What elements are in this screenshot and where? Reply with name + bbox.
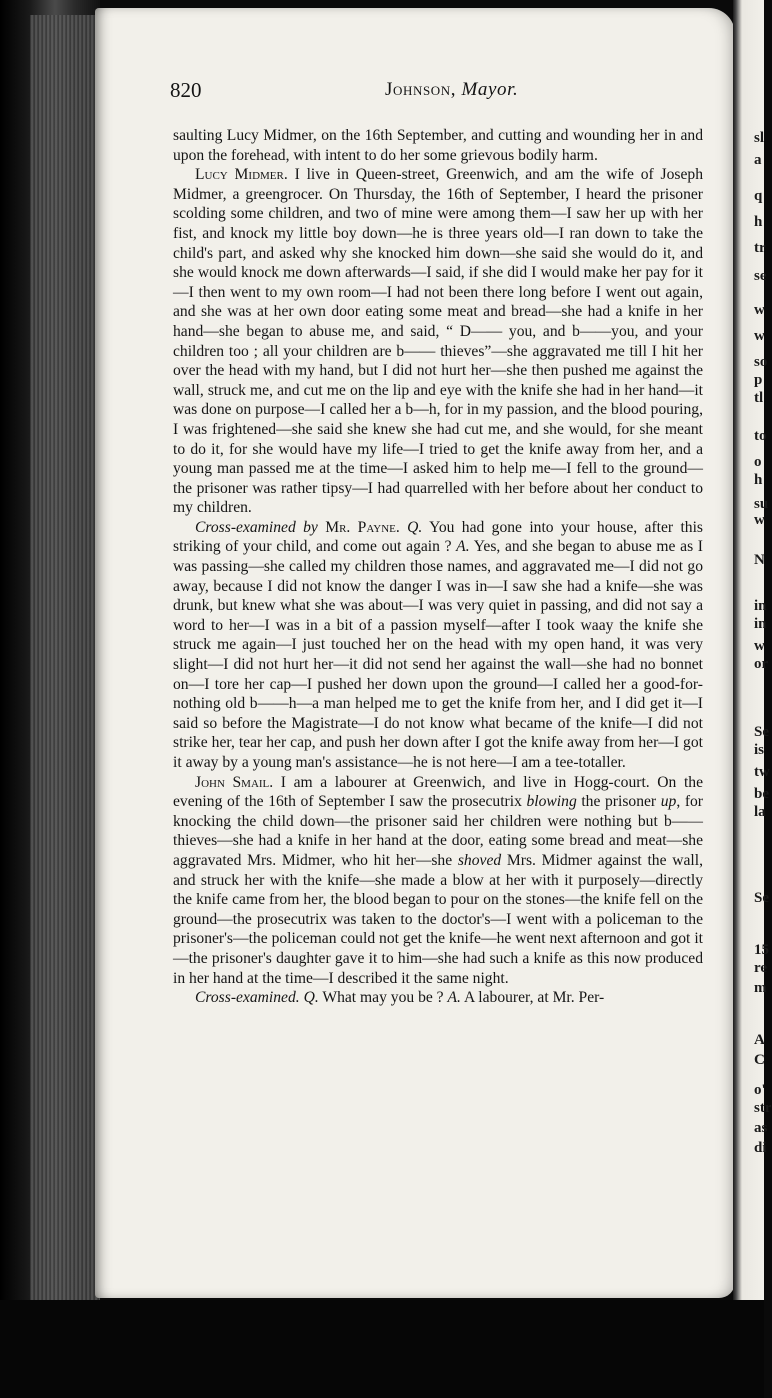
text-run: What may you be ? — [318, 989, 448, 1007]
running-head-name: Johnson — [385, 79, 451, 100]
italic-text: A. — [456, 538, 470, 556]
text-run: the prisoner — [576, 793, 661, 811]
facing-page-fragment: or — [754, 656, 769, 672]
scan-bottom-band — [0, 1300, 764, 1398]
text-run: saulting Lucy Midmer, on the 16th September, and cutting and wounding her in and upon the forehead, with intent to do her some grievous bodily harm. — [173, 127, 703, 164]
facing-page-fragment: Se — [754, 890, 769, 906]
italic-text: shoved — [457, 851, 502, 869]
text-run: I live in Queen-street, Greenwich, and am the wife of Joseph Midmer, a greengrocer. On Thursday, the 16th of September, I heard the prisoner scolding some children, and two of mine were among them—I saw her up with her fist, and knock my little boy down—he is three years old—I ran down to take the child's part, and asked why she knocked him down—she said she would do it, and she would knock me down afterwards—I said, if she did I would make her pay for it—I then went to my own room—I had not been there long before I went out again, and she was at her own door eating some meat and bread—she had a knife in her hand—she began to abuse me, and said, “ D—— you, and b——you, and your children too ; all your children are b—— thieves”—she aggravated me till I hit her over the head with my hand, but I did not hurt her—she then pushed me against the wall, struck me, and cut me on the lip and eye with the knife she had in her hand—it was done on purpose—I called her a b—h, for in my passion, and the blood pouring, I was frightened—she said she knew she had cut me, and she would, for she meant to do it, for she would have my life—I tried to get the knife away from her, and a young man passed me at the time—I asked him to help me—I fell to the ground—the prisoner was rather tipsy—I had quarrelled with her before about her conduct to my children. — [173, 166, 704, 517]
book-page — [95, 8, 735, 1298]
running-head-title: Mayor. — [461, 79, 519, 100]
page-number: 820 — [170, 78, 202, 102]
facing-page-fragment: Se — [754, 724, 769, 740]
facing-page-fragment: a — [754, 152, 762, 168]
facing-page-fragment: su — [754, 496, 769, 512]
text-run: Yes, and she began to abuse me as I was passing—she called my children those names, and aggravated me—I did not go away, because I did not know the danger I was in—I saw she had a knife—she was drunk, but knew what she was about—I was very quiet in passing, and did not say a word to her—I was in a bit of a passion myself—after I took waay the knife she struck me again—I just touched her on the head with my open hand, it was very slight—I did not hurt her—it did not send her against the wall—she had no bonnet on—I tore her cap—I pushed her down upon the ground—I called her a good-for-nothing old b——h—a man helped me to get the knife from her, and I did get it—I said so before the Magistrate—I do not know what became of the knife—I did not strike her, tear her cap, and push her down after I got the knife away from her—I got it away by a young man's assistance—he is not here—I am a tee-totaller. — [173, 538, 703, 771]
facing-page-fragment: q — [754, 188, 763, 204]
facing-page-fragment: 15 — [754, 942, 769, 958]
facing-page-fragment: tl — [754, 390, 764, 406]
italic-text: Q. — [407, 518, 423, 536]
paragraph — [173, 773, 703, 989]
facing-page-fragment: be — [754, 786, 769, 802]
facing-page-fragment: m — [754, 980, 767, 996]
facing-page-fragment: str — [754, 1100, 772, 1116]
facing-page-fragment: o' — [754, 1082, 766, 1098]
speaker-name: Lucy Midmer. — [195, 166, 288, 184]
facing-page-fragment: N — [754, 552, 765, 568]
text-run: A labourer, at Mr. Per- — [460, 989, 605, 1007]
facing-page-fragment: to — [754, 428, 767, 444]
facing-page-fragment: w — [754, 512, 765, 528]
page-stack-edge — [30, 15, 100, 1305]
text-run: , for knocking the child down—the prisoner said her children were nothing but b—— thieves—she had a knife in her hand at the door, eating some bread and meat—she aggravated Mrs. Midmer, who hit her—she — [173, 793, 703, 869]
facing-page-fragment: in — [754, 616, 767, 632]
paragraph — [173, 988, 703, 1008]
facing-page-fragment: o — [754, 454, 762, 470]
text-run: Mrs. Midmer against the wall, and struck her with the knife—she made a blow at her with it purposely—directly the knife came from her, the blood began to pour on the stones—the knife fell on the ground—the prosecutrix was taken to the doctor's—I went with a policeman to the prisoner's—the policeman could not get the knife—he went next afternoon and got it—the prisoner's daughter gave it to him—she had such a knife as this now produced in her hand at the time—I described it the same night. — [173, 851, 703, 987]
facing-page-fragment: C — [754, 1052, 765, 1068]
facing-page-fragment: sl — [754, 130, 765, 146]
facing-page-fragment: w — [754, 302, 765, 318]
facing-page-fragment: A — [754, 1032, 765, 1048]
paragraph — [173, 518, 703, 773]
facing-page-fragment: la — [754, 804, 766, 820]
facing-page-fragment: se — [754, 268, 767, 284]
facing-page-fragment: so — [754, 354, 768, 370]
italic-text: Cross-examined by — [195, 518, 326, 536]
facing-page-fragment: is — [754, 742, 765, 758]
paragraph — [173, 126, 703, 165]
facing-page-fragment: h — [754, 214, 763, 230]
italic-text: Q. — [303, 989, 319, 1007]
facing-page-fragment: di — [754, 1140, 767, 1156]
text-run: You had gone into your house, after this striking of your child, and come out again ? — [173, 518, 703, 556]
italic-text: Cross-examined. — [195, 989, 300, 1007]
page-header — [95, 78, 735, 108]
running-head: Johnson, Mayor. — [385, 79, 519, 100]
facing-page-fragment: p — [754, 372, 763, 388]
facing-page-fragment: in — [754, 598, 767, 614]
italic-text: blowing — [526, 793, 577, 811]
facing-page-fragment: tw — [754, 764, 770, 780]
speaker-name: John Smail. — [195, 773, 274, 791]
facing-page-fragment: w — [754, 328, 765, 344]
facing-page-fragment: re — [754, 960, 768, 976]
italic-text: A. — [447, 989, 461, 1007]
body-text — [173, 126, 703, 1008]
facing-page-fragment: h — [754, 472, 763, 488]
facing-page-fragment: tr — [754, 240, 766, 256]
text-run: I am a labourer at Greenwich, and live in Hogg-court. On the evening of the 16th of September I saw the prosecutrix — [173, 773, 703, 811]
facing-page-fragment: as — [754, 1120, 768, 1136]
speaker-name: Mr. Payne. — [325, 518, 400, 536]
italic-text: up — [660, 793, 677, 811]
paragraph — [173, 165, 703, 518]
facing-page-fragment: w — [754, 638, 765, 654]
facing-page-edge — [733, 0, 772, 1320]
